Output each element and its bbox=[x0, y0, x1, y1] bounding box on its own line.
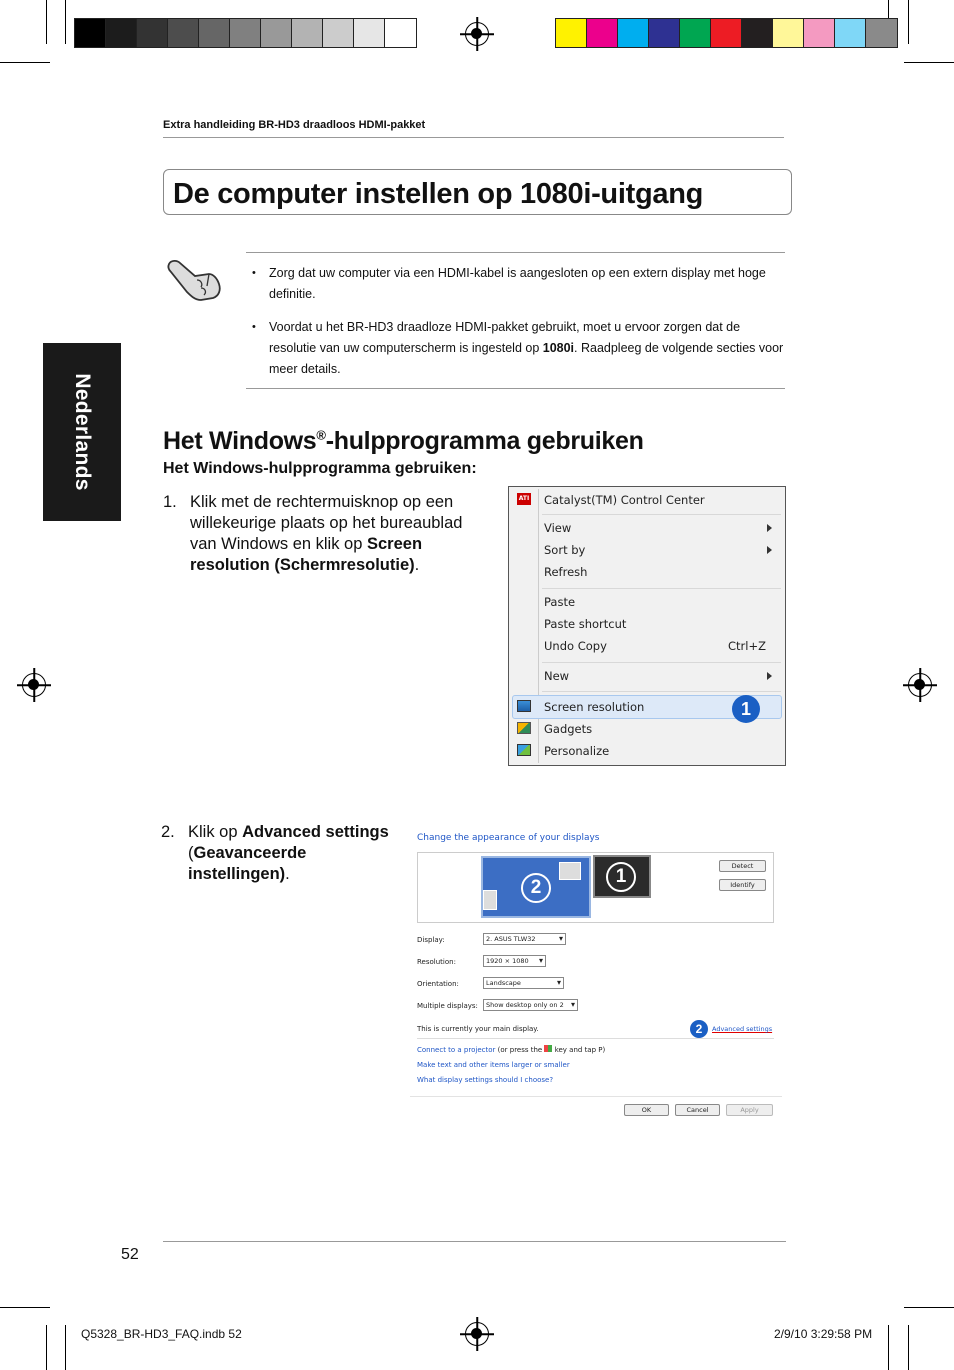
color-swatch bbox=[75, 19, 106, 47]
crop-mark bbox=[888, 1325, 889, 1370]
crop-mark bbox=[65, 0, 66, 44]
registration-mark-icon bbox=[465, 22, 489, 46]
orientation-select[interactable]: Landscape ▾ bbox=[483, 977, 564, 989]
menu-item-paste[interactable]: Paste bbox=[544, 595, 576, 609]
header-rule bbox=[163, 137, 784, 138]
ati-logo-icon: ATI bbox=[517, 493, 531, 505]
menu-item-sort-by[interactable]: Sort by bbox=[544, 543, 586, 557]
color-swatch bbox=[618, 19, 649, 47]
monitor-1-number: 1 bbox=[606, 862, 636, 892]
main-display-text: This is currently your main display. bbox=[417, 1025, 539, 1033]
registration-mark-icon bbox=[465, 1322, 489, 1346]
step-1: 1. Klik met de rechtermuisknop op een willekeurige plaats op het bureaublad van Windows en klik op Screen resolution (Schermresolutie). bbox=[163, 493, 463, 574]
monitor-1-preview[interactable] bbox=[593, 855, 651, 898]
crop-mark bbox=[908, 1325, 909, 1370]
menu-item-gadgets[interactable]: Gadgets bbox=[544, 722, 593, 736]
text-size-link[interactable]: Make text and other items larger or smaller bbox=[417, 1061, 570, 1069]
crop-mark bbox=[904, 1307, 954, 1308]
orientation-label: Orientation: bbox=[417, 980, 459, 988]
menu-item-paste-shortcut[interactable]: Paste shortcut bbox=[544, 617, 627, 631]
resolution-select[interactable]: 1920 × 1080 ▾ bbox=[483, 955, 546, 967]
running-header: Extra handleiding BR-HD3 draadloos HDMI-pakket bbox=[163, 119, 426, 131]
identify-button[interactable]: Identify bbox=[719, 879, 766, 891]
color-swatch bbox=[168, 19, 199, 47]
section-heading: Het Windows®-hulpprogramma gebruiken bbox=[163, 427, 644, 455]
color-swatch bbox=[866, 19, 897, 47]
advanced-settings-link[interactable]: Advanced settings bbox=[712, 1025, 773, 1033]
color-swatch bbox=[292, 19, 323, 47]
section-subheading: Het Windows-hulpprogramma gebruiken: bbox=[163, 460, 477, 477]
callout-badge: 1 bbox=[732, 695, 760, 723]
submenu-arrow-icon bbox=[767, 524, 772, 532]
crop-mark bbox=[46, 1325, 47, 1370]
ok-button[interactable]: OK bbox=[624, 1104, 669, 1116]
connect-projector-link[interactable]: Connect to a projector bbox=[417, 1046, 496, 1054]
personalize-icon bbox=[517, 744, 531, 756]
page-number: 52 bbox=[121, 1246, 139, 1263]
color-swatch bbox=[835, 19, 866, 47]
side-tab-label: Nederlands bbox=[71, 373, 94, 491]
display-label: Display: bbox=[417, 936, 445, 944]
menu-item-catalyst[interactable]: Catalyst(TM) Control Center bbox=[544, 493, 705, 507]
footer-rule bbox=[163, 1241, 786, 1242]
color-swatch bbox=[773, 19, 804, 47]
footer-timestamp: 2/9/10 3:29:58 PM bbox=[774, 1327, 873, 1341]
pointing-hand-icon bbox=[165, 256, 225, 302]
menu-item-undo-copy[interactable]: Undo Copy bbox=[544, 639, 607, 653]
color-swatch bbox=[199, 19, 230, 47]
gadgets-icon bbox=[517, 722, 531, 734]
connect-projector-line: Connect to a projector (or press the key and tap P) bbox=[417, 1046, 606, 1054]
color-swatch bbox=[354, 19, 385, 47]
color-swatch bbox=[556, 19, 587, 47]
cancel-button[interactable]: Cancel bbox=[675, 1104, 720, 1116]
crop-mark bbox=[0, 1307, 50, 1308]
submenu-arrow-icon bbox=[767, 546, 772, 554]
color-swatch bbox=[323, 19, 354, 47]
color-swatch bbox=[261, 19, 292, 47]
note-item: • Voordat u het BR-HD3 draadloze HDMI-pakket gebruikt, moet u ervoor zorgen dat de resolutie van uw computerscherm is ingesteld op 1080i. Raadpleeg de volgende secties voor meer details. bbox=[246, 317, 785, 380]
menu-item-new[interactable]: New bbox=[544, 669, 570, 683]
color-swatch bbox=[385, 19, 416, 47]
screen-resolution-window bbox=[410, 825, 782, 1125]
note-box bbox=[246, 252, 785, 389]
step-2: 2. Klik op Advanced settings (Geavanceerde instellingen). bbox=[161, 823, 389, 883]
monitor-2-number: 2 bbox=[521, 873, 551, 903]
color-swatch bbox=[106, 19, 137, 47]
crop-mark bbox=[0, 62, 50, 63]
registration-mark-icon bbox=[22, 673, 46, 697]
color-swatch bbox=[804, 19, 835, 47]
process-color-bar bbox=[555, 18, 898, 48]
color-swatch bbox=[137, 19, 168, 47]
menu-item-refresh[interactable]: Refresh bbox=[544, 565, 588, 579]
menu-item-screen-resolution[interactable]: Screen resolution bbox=[544, 700, 645, 714]
footer-file-info: Q5328_BR-HD3_FAQ.indb 52 bbox=[81, 1327, 242, 1341]
display-settings-heading: Change the appearance of your displays bbox=[417, 833, 600, 843]
display-select[interactable]: 2. ASUS TLW32 ▾ bbox=[483, 933, 566, 945]
color-swatch bbox=[742, 19, 773, 47]
page-title-box bbox=[163, 169, 792, 215]
color-swatch bbox=[711, 19, 742, 47]
undo-shortcut: Ctrl+Z bbox=[728, 639, 766, 653]
crop-mark bbox=[65, 1325, 66, 1370]
menu-item-personalize[interactable]: Personalize bbox=[544, 744, 610, 758]
registration-mark-icon bbox=[908, 673, 932, 697]
note-item: • Zorg dat uw computer via een HDMI-kabel is aangesloten op een extern display met hoge definitie. bbox=[246, 263, 785, 305]
monitor-2-preview[interactable] bbox=[481, 856, 591, 918]
resolution-label: Resolution: bbox=[417, 958, 456, 966]
multiple-displays-select[interactable]: Show desktop only on 2 ▾ bbox=[483, 999, 578, 1011]
crop-mark bbox=[46, 0, 47, 44]
color-swatch bbox=[587, 19, 618, 47]
detect-button[interactable]: Detect bbox=[719, 860, 766, 872]
color-swatch bbox=[230, 19, 261, 47]
apply-button[interactable]: Apply bbox=[726, 1104, 773, 1116]
color-swatch bbox=[649, 19, 680, 47]
language-side-tab bbox=[43, 343, 121, 521]
display-help-link[interactable]: What display settings should I choose? bbox=[417, 1076, 554, 1084]
callout-badge: 2 bbox=[690, 1020, 708, 1038]
screen-resolution-icon bbox=[517, 700, 531, 712]
multiple-displays-label: Multiple displays: bbox=[417, 1002, 478, 1010]
crop-mark bbox=[908, 0, 909, 44]
desktop-context-menu bbox=[508, 486, 786, 766]
crop-mark bbox=[904, 62, 954, 63]
page-title: De computer instellen op 1080i-uitgang bbox=[173, 178, 704, 210]
grayscale-color-bar bbox=[74, 18, 417, 48]
submenu-arrow-icon bbox=[767, 672, 772, 680]
menu-item-view[interactable]: View bbox=[544, 521, 572, 535]
color-swatch bbox=[680, 19, 711, 47]
